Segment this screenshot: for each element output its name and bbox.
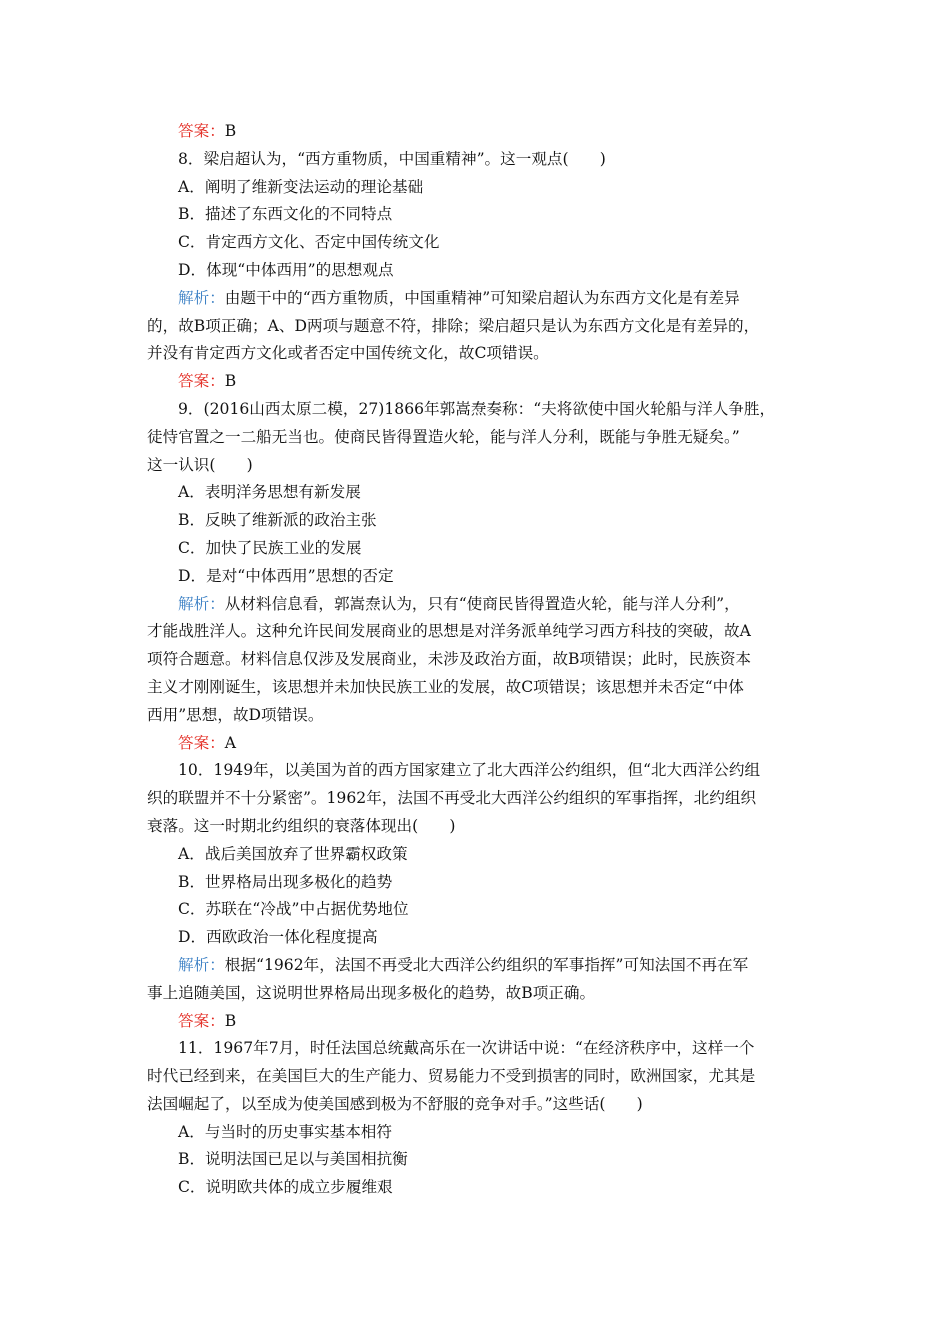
answer-label: 答案： bbox=[178, 733, 225, 752]
analysis-text: 根据“1962年，法国不再受北大西洋公约组织的军事指挥”可知法国不再在军 bbox=[224, 955, 749, 974]
answer-value: A bbox=[224, 733, 237, 752]
analysis-label: 解析： bbox=[178, 955, 225, 974]
question-text-line: 织的联盟并不十分紧密”。1962年，法国不再受北大西洋公约组织的军事指挥，北约组织 bbox=[147, 789, 757, 808]
option-line: A．与当时的历史事实基本相符 bbox=[178, 1122, 392, 1141]
option-line: C．加快了民族工业的发展 bbox=[178, 538, 362, 557]
answer-label: 答案： bbox=[178, 372, 225, 391]
question-text-line: 10．1949年，以美国为首的西方国家建立了北大西洋公约组织，但“北大西洋公约组 bbox=[178, 761, 761, 780]
question-text-line: 11．1967年7月，时任法国总统戴高乐在一次讲话中说：“在经济秩序中，这样一个 bbox=[178, 1039, 755, 1058]
answer-value: B bbox=[224, 122, 237, 140]
analysis-line bbox=[147, 952, 812, 980]
option-line: A．战后美国放弃了世界霸权政策 bbox=[178, 844, 408, 863]
option-line: B．反映了维新派的政治主张 bbox=[178, 511, 377, 530]
analysis-line: 西用”思想，故D项错误。 bbox=[147, 705, 324, 724]
option-line: D．西欧政治一体化程度提高 bbox=[178, 928, 378, 947]
analysis-label: 解析： bbox=[178, 288, 225, 307]
answer-value: B bbox=[224, 1011, 237, 1030]
option-line: B．说明法国已足以与美国相抗衡 bbox=[178, 1150, 408, 1169]
analysis-line: 事上追随美国，这说明世界格局出现多极化的趋势，故B项正确。 bbox=[147, 983, 596, 1002]
answer-line bbox=[147, 118, 812, 146]
answer-line bbox=[147, 368, 812, 396]
question-text-line: 这一认识( ) bbox=[147, 455, 253, 474]
analysis-line bbox=[147, 285, 812, 313]
option-line: C．苏联在“冷战”中占据优势地位 bbox=[178, 900, 409, 919]
answer-label: 答案： bbox=[178, 1011, 225, 1030]
option-line: C．说明欧共体的成立步履维艰 bbox=[178, 1178, 393, 1197]
option-line: D．是对“中体西用”思想的否定 bbox=[178, 566, 394, 585]
document-body bbox=[147, 118, 812, 1202]
question-text-line: 时代已经到来，在美国巨大的生产能力、贸易能力不受到损害的同时，欧洲国家，尤其是 bbox=[147, 1067, 756, 1086]
analysis-text: 从材料信息看，郭嵩焘认为，只有“使商民皆得置造火轮，能与洋人分利”， bbox=[224, 594, 740, 613]
question-text-line: 法国崛起了，以至成为使美国感到极为不舒服的竞争对手。”这些话( ) bbox=[147, 1094, 643, 1113]
analysis-line: 并没有肯定西方文化或者否定中国传统文化，故C项错误。 bbox=[147, 344, 549, 363]
answer-label: 答案： bbox=[178, 122, 225, 140]
question-text-line: 衰落。这一时期北约组织的衰落体现出( ) bbox=[147, 816, 456, 835]
answer-line bbox=[147, 1008, 812, 1036]
option-line: B．描述了东西文化的不同特点 bbox=[178, 205, 393, 224]
analysis-line: 才能战胜洋人。这种允许民间发展商业的思想是对洋务派单纯学习西方科技的突破，故A bbox=[147, 622, 751, 641]
question-text-line: 徒恃官置之一二船无当也。使商民皆得置造火轮，能与洋人分利，既能与争胜无疑矣。” bbox=[147, 427, 740, 446]
option-line: C．肯定西方文化、否定中国传统文化 bbox=[178, 233, 440, 252]
option-line: B．世界格局出现多极化的趋势 bbox=[178, 872, 393, 891]
analysis-line bbox=[147, 591, 812, 619]
question-text-line: 8．梁启超认为，“西方重物质，中国重精神”。这一观点( ) bbox=[178, 149, 606, 168]
analysis-text: 由题干中的“西方重物质，中国重精神”可知梁启超认为东西方文化是有差异 bbox=[224, 288, 740, 307]
analysis-label: 解析： bbox=[178, 594, 225, 613]
option-line: A．表明洋务思想有新发展 bbox=[178, 483, 361, 502]
answer-line bbox=[147, 730, 812, 758]
analysis-line: 主义才刚刚诞生，该思想并未加快民族工业的发展，故C项错误；该思想并未否定“中体 bbox=[147, 677, 744, 696]
option-line: D．体现“中体西用”的思想观点 bbox=[178, 260, 394, 279]
option-line: A．阐明了维新变法运动的理论基础 bbox=[178, 177, 424, 196]
analysis-line: 项符合题意。材料信息仅涉及发展商业，未涉及政治方面，故B项错误；此时，民族资本 bbox=[147, 650, 752, 669]
answer-value: B bbox=[224, 372, 237, 391]
question-text-line: 9．(2016山西太原二模，27)1866年郭嵩焘奏称：“夫将欲使中国火轮船与洋人争胜， bbox=[178, 399, 776, 418]
analysis-line: 的，故B项正确；A、D两项与题意不符，排除；梁启超只是认为东西方文化是有差异的， bbox=[147, 316, 760, 335]
